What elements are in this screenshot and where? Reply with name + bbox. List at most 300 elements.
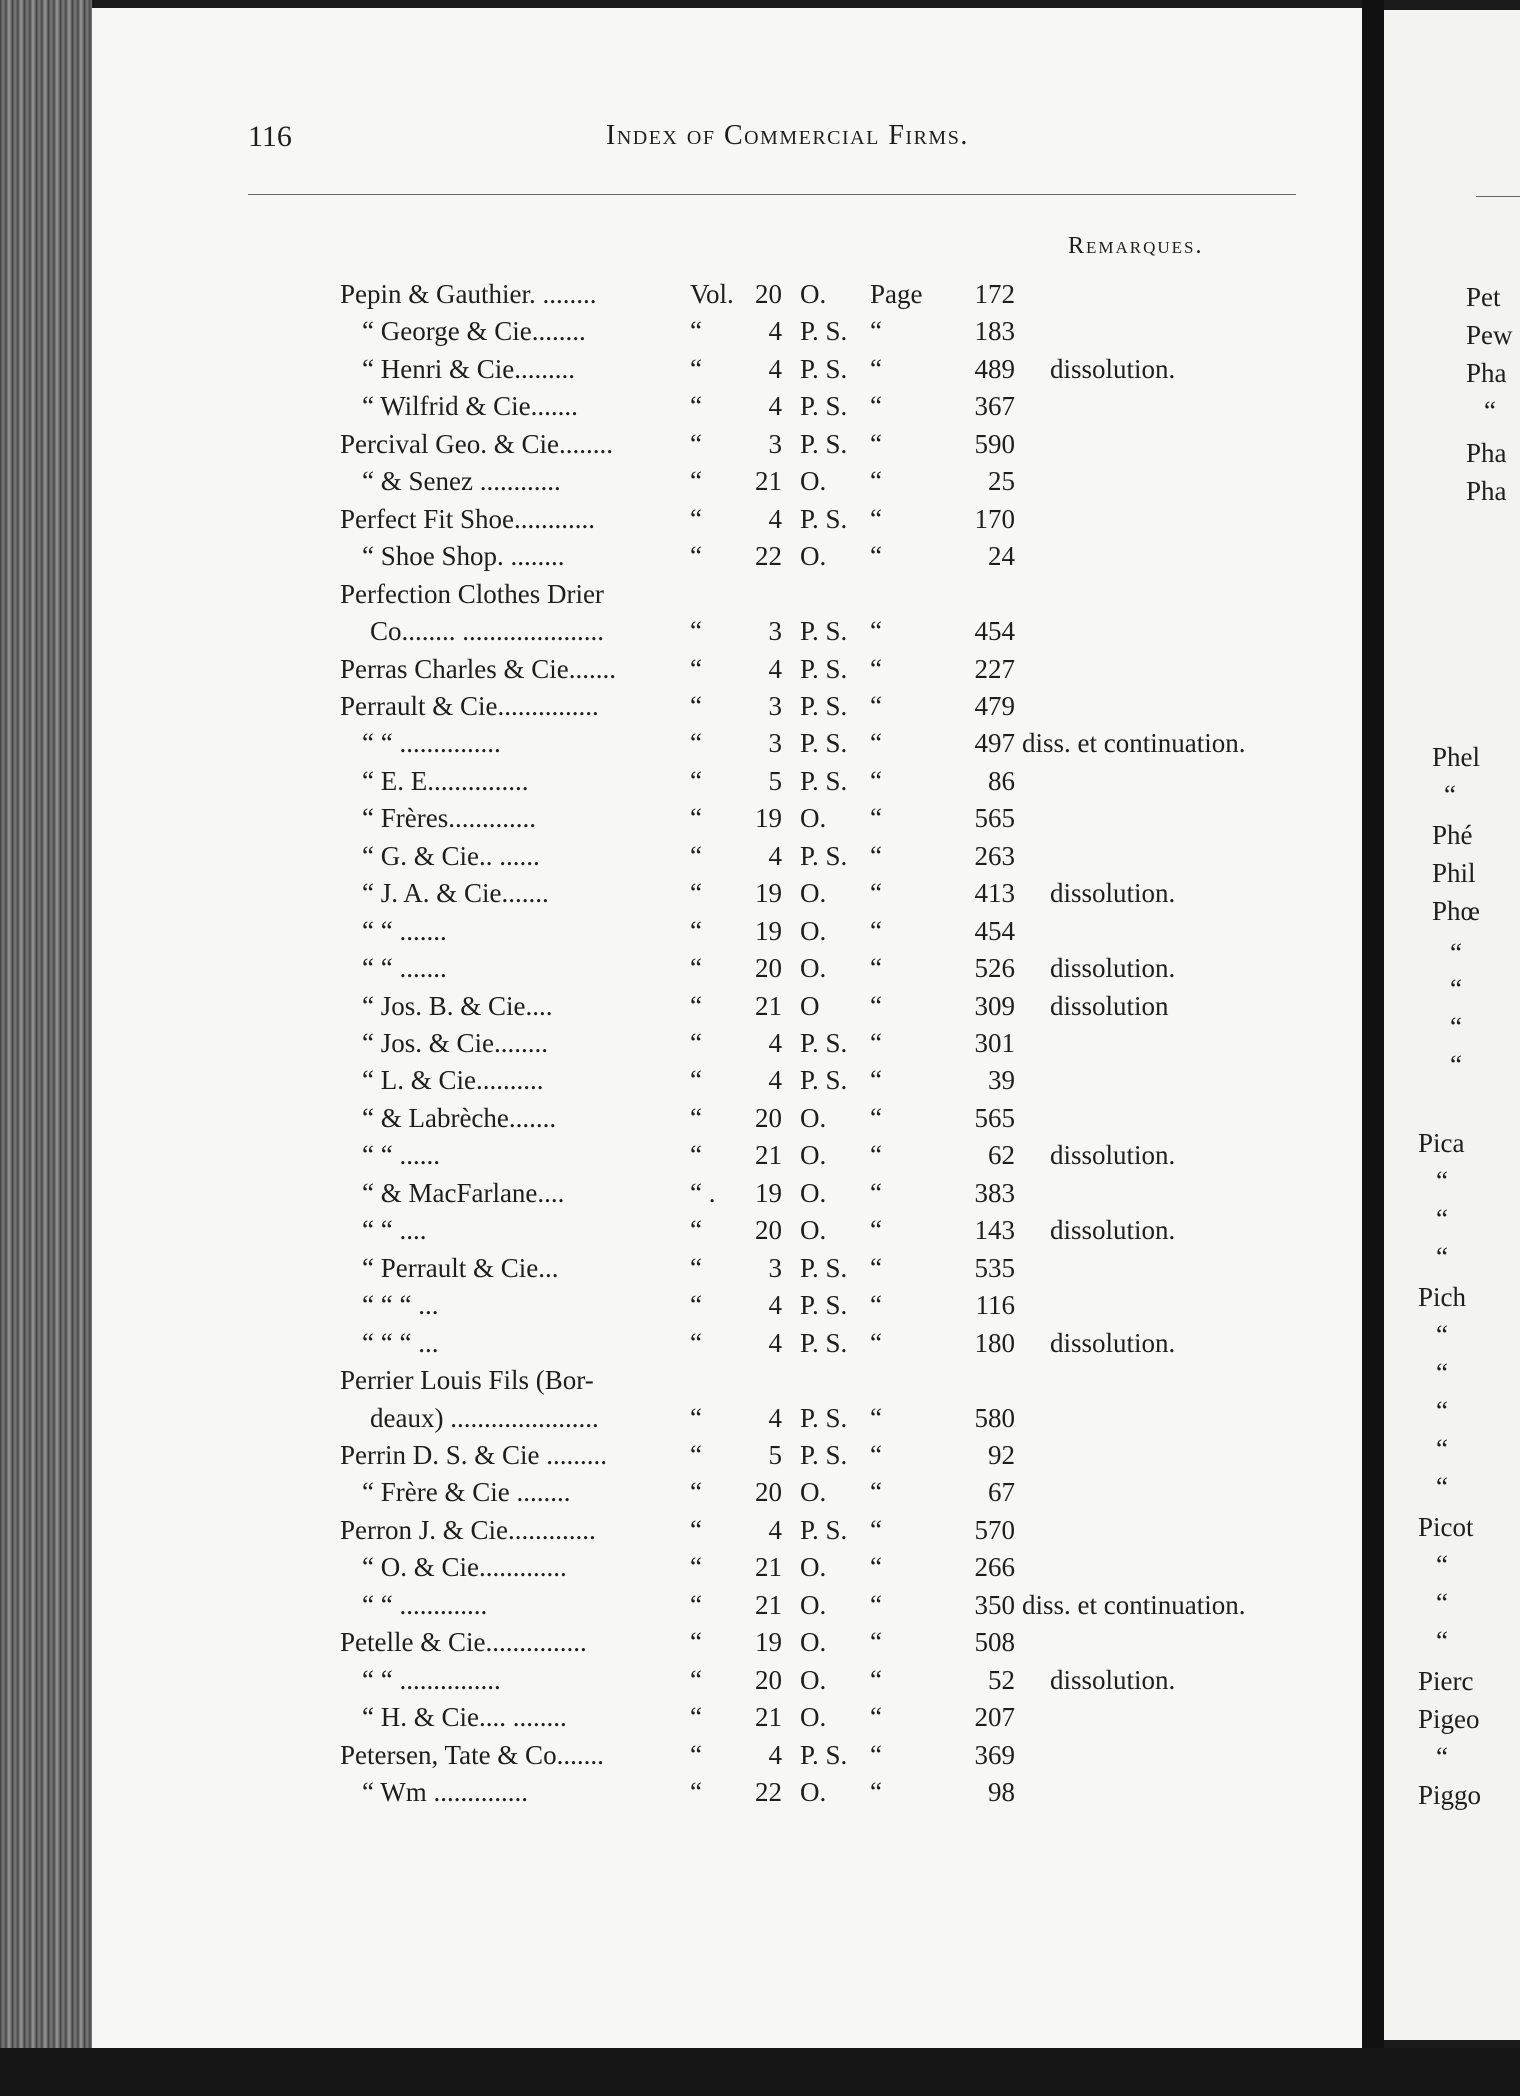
series-code: P. S. <box>800 428 848 459</box>
firm-name: Perron J. & Cie............. <box>340 1514 596 1545</box>
series-code: P. S. <box>800 1739 848 1770</box>
next-page-fragment: “ <box>1436 1242 1448 1272</box>
firm-name: Co........ ..................... <box>370 616 605 647</box>
volume-number: 3 <box>768 428 782 459</box>
next-page-fragment: Pierc <box>1418 1666 1474 1696</box>
page-label: “ <box>870 541 882 572</box>
next-page-fragment: “ <box>1444 780 1456 810</box>
index-entry <box>0 501 1300 537</box>
volume-label: “ <box>690 616 702 647</box>
firm-name: Petelle & Cie............... <box>340 1627 587 1658</box>
volume-label: Vol. <box>690 279 734 309</box>
volume-number: 3 <box>768 728 782 759</box>
next-page-fragment: “ <box>1436 1742 1448 1772</box>
page-number-ref: 479 <box>974 690 1015 721</box>
volume-number: 5 <box>768 1439 782 1470</box>
index-entry <box>0 1662 1300 1698</box>
volume-number: 20 <box>755 279 782 309</box>
series-code: P. S. <box>800 728 848 759</box>
firm-name: “ & Labrèche....... <box>362 1102 557 1133</box>
volume-number: 22 <box>755 1777 782 1807</box>
volume-label: “ <box>690 503 702 534</box>
page-label: “ <box>870 1327 882 1358</box>
page-label: “ <box>870 1589 882 1620</box>
series-code: P. S. <box>800 765 848 796</box>
page-number-ref: 67 <box>988 1477 1015 1508</box>
index-entry <box>0 688 1300 724</box>
page-number-ref: 454 <box>974 616 1015 647</box>
page-label: “ <box>870 1252 882 1283</box>
page-label: “ <box>870 990 882 1021</box>
firm-name: “ “ ....... <box>362 915 447 946</box>
volume-label: “ <box>690 915 702 946</box>
next-page-fragment: Phœ <box>1432 896 1481 926</box>
next-page-fragment: “ <box>1436 1320 1448 1350</box>
volume-label: “ <box>690 1102 702 1133</box>
volume-label: “ <box>690 1589 702 1620</box>
series-code: P. S. <box>800 1252 848 1283</box>
page-label: “ <box>870 878 882 909</box>
next-page-fragment: “ <box>1436 1358 1448 1388</box>
next-page-fragment: Pet <box>1466 282 1501 312</box>
firm-name: deaux) ...................... <box>370 1402 599 1433</box>
firm-name: Perfection Clothes Drier <box>340 578 604 609</box>
volume-number: 3 <box>768 1252 782 1283</box>
page-number-ref: 86 <box>988 765 1015 796</box>
firm-name: Perrin D. S. & Cie ......... <box>340 1439 607 1470</box>
volume-label: “ <box>690 990 702 1021</box>
series-code: P. S. <box>800 840 848 871</box>
series-code: O. <box>800 1589 827 1620</box>
series-code: O. <box>800 1102 827 1133</box>
volume-number: 21 <box>755 1140 782 1171</box>
volume-label: “ <box>690 953 702 984</box>
page-label: “ <box>870 1777 882 1807</box>
volume-label: “ <box>690 1739 702 1770</box>
next-page-fragment: “ <box>1436 1550 1448 1580</box>
series-code: P. S. <box>800 1514 848 1545</box>
remark-text: dissolution. <box>1050 1140 1176 1171</box>
remark-text: dissolution. <box>1050 953 1176 984</box>
firm-name: “ J. A. & Cie....... <box>362 878 549 909</box>
volume-label: “ <box>690 803 702 834</box>
volume-number: 19 <box>755 915 782 946</box>
firm-name: “ “ ............. <box>362 1589 488 1620</box>
series-code: P. S. <box>800 1439 848 1470</box>
volume-label: “ <box>690 653 702 684</box>
page-number-ref: 172 <box>974 279 1015 309</box>
series-code: O. <box>800 878 827 909</box>
index-entry <box>0 1362 1300 1398</box>
index-entry <box>0 1737 1300 1773</box>
series-code: P. S. <box>800 391 848 422</box>
page-label: “ <box>870 391 882 422</box>
next-page-fragment: “ <box>1450 1012 1462 1042</box>
index-entry <box>0 1250 1300 1286</box>
page-label: “ <box>870 1514 882 1545</box>
page-number-ref: 454 <box>974 915 1015 946</box>
page-label: “ <box>870 616 882 647</box>
index-entry <box>0 426 1300 462</box>
page-label: “ <box>870 353 882 384</box>
index-entry <box>0 388 1300 424</box>
firm-name: “ L. & Cie.......... <box>362 1065 544 1096</box>
page-number-ref: 309 <box>974 990 1015 1021</box>
firm-name: “ “ “ ... <box>362 1327 439 1358</box>
page-title: Index of Commercial Firms. <box>606 120 969 151</box>
page-label: “ <box>870 1177 882 1208</box>
volume-number: 19 <box>755 1627 782 1658</box>
index-entry <box>0 1549 1300 1585</box>
volume-number: 4 <box>768 1514 782 1545</box>
page-label: “ <box>870 1102 882 1133</box>
firm-name: “ G. & Cie.. ...... <box>362 840 540 871</box>
index-entry <box>0 613 1300 649</box>
remark-text: dissolution. <box>1050 353 1176 384</box>
page-label: “ <box>870 316 882 347</box>
page-number: 116 <box>248 120 292 153</box>
firm-name: “ “ ....... <box>362 953 447 984</box>
next-page-fragment: “ <box>1436 1472 1448 1502</box>
series-code: P. S. <box>800 1290 848 1321</box>
index-entry <box>0 1699 1300 1735</box>
next-page-fragment: “ <box>1450 1050 1462 1080</box>
index-entry <box>0 1774 1300 1810</box>
page-number-ref: 207 <box>974 1702 1015 1733</box>
volume-label: “ <box>690 1215 702 1246</box>
firm-name: “ Frère & Cie ........ <box>362 1477 571 1508</box>
next-page-fragment: “ <box>1436 1434 1448 1464</box>
index-entry <box>0 276 1300 312</box>
next-page-fragment: Picot <box>1418 1512 1474 1542</box>
volume-label: “ <box>690 1664 702 1695</box>
series-code: O. <box>800 1215 827 1246</box>
page-number-ref: 170 <box>974 503 1015 534</box>
volume-label: “ <box>690 728 702 759</box>
page-number-ref: 180 <box>974 1327 1015 1358</box>
page-label: “ <box>870 1627 882 1658</box>
page-label: “ <box>870 1477 882 1508</box>
volume-label: “ <box>690 1627 702 1658</box>
page-number-ref: 508 <box>974 1627 1015 1658</box>
next-page-fragment: Pha <box>1466 476 1507 506</box>
page-label: “ <box>870 915 882 946</box>
next-page-fragment: Phil <box>1432 858 1476 888</box>
index-entry <box>0 1474 1300 1510</box>
page-number-ref: 143 <box>974 1215 1015 1246</box>
index-entry <box>0 1437 1300 1473</box>
page-number-ref: 526 <box>974 953 1015 984</box>
index-entry <box>0 351 1300 387</box>
page-number-ref: 24 <box>988 541 1015 572</box>
series-code: O. <box>800 1664 827 1695</box>
series-code: P. S. <box>800 353 848 384</box>
index-entry <box>0 463 1300 499</box>
page-number-ref: 383 <box>974 1177 1015 1208</box>
next-page-fragment: Pha <box>1466 358 1507 388</box>
page-number-ref: 413 <box>974 878 1015 909</box>
page-number-ref: 367 <box>974 391 1015 422</box>
series-code: P. S. <box>800 616 848 647</box>
series-code: O. <box>800 803 827 834</box>
volume-number: 3 <box>768 616 782 647</box>
volume-number: 4 <box>768 1065 782 1096</box>
series-code: P. S. <box>800 503 848 534</box>
page-label: “ <box>870 653 882 684</box>
page-number-ref: 116 <box>975 1290 1015 1321</box>
page-label: “ <box>870 953 882 984</box>
index-entry <box>0 838 1300 874</box>
series-code: O. <box>800 1477 827 1508</box>
index-entry <box>0 313 1300 349</box>
page-number-ref: 62 <box>988 1140 1015 1171</box>
page-label: “ <box>870 1702 882 1733</box>
firm-name: “ O. & Cie............. <box>362 1552 567 1583</box>
volume-label: “ <box>690 1777 702 1807</box>
volume-number: 20 <box>755 1664 782 1695</box>
index-entry <box>0 763 1300 799</box>
firm-name: “ Frères............. <box>362 803 536 834</box>
remark-text: dissolution <box>1050 990 1169 1021</box>
volume-number: 4 <box>768 1290 782 1321</box>
volume-label: “ <box>690 1140 702 1171</box>
page-label: “ <box>870 1028 882 1058</box>
page-label: “ <box>870 1290 882 1321</box>
next-page-fragment: Pha <box>1466 438 1507 468</box>
firm-name: “ Jos. & Cie........ <box>362 1028 548 1058</box>
volume-number: 5 <box>768 765 782 796</box>
firm-name: Petersen, Tate & Co....... <box>340 1739 604 1770</box>
volume-label: “ <box>690 428 702 459</box>
page-label: “ <box>870 690 882 721</box>
remark-text: diss. et continuation. <box>1022 728 1246 759</box>
remarks-heading: Remarques. <box>1068 233 1204 259</box>
index-entry <box>0 651 1300 687</box>
series-code: O. <box>800 953 827 984</box>
next-page-fragment: Piggo <box>1418 1780 1482 1810</box>
series-code: O. <box>800 279 827 309</box>
series-code: O. <box>800 1777 827 1807</box>
next-page-fragment: Phé <box>1432 820 1473 850</box>
page-number-ref: 580 <box>974 1402 1015 1433</box>
page-label: Page <box>870 279 923 309</box>
volume-number: 22 <box>755 541 782 572</box>
index-entry <box>0 1587 1300 1623</box>
page-label: “ <box>870 1402 882 1433</box>
series-code: O. <box>800 1627 827 1658</box>
page-label: “ <box>870 728 882 759</box>
series-code: P. S. <box>800 1065 848 1096</box>
volume-number: 20 <box>755 953 782 984</box>
firm-name: “ & MacFarlane.... <box>362 1177 565 1208</box>
index-entry <box>0 1512 1300 1548</box>
volume-number: 21 <box>755 1589 782 1620</box>
page-number-ref: 565 <box>974 1102 1015 1133</box>
page-number-ref: 369 <box>974 1739 1015 1770</box>
page-number-ref: 52 <box>988 1664 1015 1695</box>
firm-name: Pepin & Gauthier. ........ <box>340 279 597 309</box>
volume-number: 4 <box>768 653 782 684</box>
volume-label: “ <box>690 1402 702 1433</box>
index-entry <box>0 576 1300 612</box>
remark-text: dissolution. <box>1050 1327 1176 1358</box>
series-code: P. S. <box>800 1028 848 1058</box>
next-page-fragment: “ <box>1436 1396 1448 1426</box>
volume-label: “ <box>690 1477 702 1508</box>
volume-number: 21 <box>755 1702 782 1733</box>
volume-label: “ <box>690 316 702 347</box>
volume-number: 4 <box>768 1402 782 1433</box>
firm-name: “ H. & Cie.... ........ <box>362 1702 567 1733</box>
volume-label: “ <box>690 1252 702 1283</box>
page-number-ref: 183 <box>974 316 1015 347</box>
firm-name: Perrault & Cie............... <box>340 690 599 721</box>
next-page-fragment: “ <box>1450 938 1462 968</box>
remark-text: diss. et continuation. <box>1022 1589 1246 1620</box>
page-label: “ <box>870 1065 882 1096</box>
firm-name: “ “ ...... <box>362 1140 440 1171</box>
firm-name: Percival Geo. & Cie........ <box>340 428 613 459</box>
index-entry <box>0 1100 1300 1136</box>
series-code: P. S. <box>800 1402 848 1433</box>
page-label: “ <box>870 1140 882 1171</box>
firm-name: “ “ “ ... <box>362 1290 439 1321</box>
firm-name: “ & Senez ............ <box>362 466 561 497</box>
index-entry <box>0 1175 1300 1211</box>
index-entry <box>0 1325 1300 1361</box>
page-label: “ <box>870 803 882 834</box>
firm-name: “ Perrault & Cie... <box>362 1252 559 1283</box>
series-code: O. <box>800 915 827 946</box>
page-number-ref: 25 <box>988 466 1015 497</box>
volume-number: 21 <box>755 990 782 1021</box>
series-code: O. <box>800 466 827 497</box>
remark-text: dissolution. <box>1050 878 1176 909</box>
index-entry <box>0 538 1300 574</box>
index-entry <box>0 1287 1300 1323</box>
volume-number: 4 <box>768 1327 782 1358</box>
firm-name: Perfect Fit Shoe............ <box>340 503 595 534</box>
firm-name: Perrier Louis Fils (Bor- <box>340 1365 594 1396</box>
volume-label: “ <box>690 1552 702 1583</box>
volume-number: 20 <box>755 1477 782 1508</box>
page-number-ref: 350 <box>974 1589 1015 1620</box>
remark-text: dissolution. <box>1050 1664 1176 1695</box>
page-label: “ <box>870 765 882 796</box>
series-code: O. <box>800 1702 827 1733</box>
volume-number: 4 <box>768 391 782 422</box>
firm-name: “ Wilfrid & Cie....... <box>362 391 578 422</box>
firm-name: “ George & Cie........ <box>362 316 586 347</box>
index-entry <box>0 1212 1300 1248</box>
page-number-ref: 92 <box>988 1439 1015 1470</box>
series-code: P. S. <box>800 653 848 684</box>
volume-number: 19 <box>755 1177 782 1208</box>
index-entry <box>0 875 1300 911</box>
page-number-ref: 98 <box>988 1777 1015 1807</box>
next-page-fragment: “ <box>1484 396 1496 426</box>
index-entry <box>0 1624 1300 1660</box>
series-code: P. S. <box>800 1327 848 1358</box>
firm-name: “ “ ............... <box>362 1664 501 1695</box>
series-code: P. S. <box>800 690 848 721</box>
volume-label: “ <box>690 1290 702 1321</box>
index-entry <box>0 1137 1300 1173</box>
series-code: O. <box>800 541 827 572</box>
volume-label: “ <box>690 391 702 422</box>
series-code: O. <box>800 1552 827 1583</box>
index-entry <box>0 1400 1300 1436</box>
next-page-fragment: “ <box>1436 1626 1448 1656</box>
volume-number: 3 <box>768 690 782 721</box>
volume-label: “ <box>690 466 702 497</box>
volume-number: 4 <box>768 840 782 871</box>
volume-label: “ <box>690 1327 702 1358</box>
index-entry <box>0 725 1300 761</box>
page-label: “ <box>870 1552 882 1583</box>
page-label: “ <box>870 840 882 871</box>
series-code: O. <box>800 1140 827 1171</box>
page-number-ref: 535 <box>974 1252 1015 1283</box>
series-code: O <box>800 990 820 1021</box>
volume-label: “ <box>690 1702 702 1733</box>
firm-name: “ Wm .............. <box>362 1777 528 1807</box>
next-page-fragment: Pew <box>1466 320 1513 350</box>
next-page-fragment: Pica <box>1418 1128 1465 1158</box>
next-page-fragment: Pigeo <box>1418 1704 1480 1734</box>
page-label: “ <box>870 503 882 534</box>
firm-name: “ “ .... <box>362 1215 427 1246</box>
page-number-ref: 301 <box>974 1028 1015 1058</box>
volume-label: “ <box>690 690 702 721</box>
firm-name: “ Shoe Shop. ........ <box>362 541 565 572</box>
volume-number: 4 <box>768 316 782 347</box>
page-label: “ <box>870 1739 882 1770</box>
volume-number: 4 <box>768 1739 782 1770</box>
firm-name: Perras Charles & Cie....... <box>340 653 616 684</box>
page-number-ref: 489 <box>974 353 1015 384</box>
volume-label: “ <box>690 878 702 909</box>
page-number-ref: 497 <box>974 728 1015 759</box>
index-entry <box>0 913 1300 949</box>
volume-label: “ <box>690 1065 702 1096</box>
page-number-ref: 570 <box>974 1514 1015 1545</box>
next-page-fragment: “ <box>1450 974 1462 1004</box>
page-label: “ <box>870 1664 882 1695</box>
index-entry <box>0 988 1300 1024</box>
index-entry <box>0 1062 1300 1098</box>
page-label: “ <box>870 466 882 497</box>
volume-label: “ <box>690 541 702 572</box>
volume-number: 19 <box>755 878 782 909</box>
page-label: “ <box>870 1215 882 1246</box>
volume-number: 21 <box>755 1552 782 1583</box>
index-entry <box>0 800 1300 836</box>
firm-name: “ E. E............... <box>362 765 529 796</box>
volume-number: 19 <box>755 803 782 834</box>
page-number-ref: 227 <box>974 653 1015 684</box>
series-code: P. S. <box>800 316 848 347</box>
page-number-ref: 590 <box>974 428 1015 459</box>
next-page-fragment: “ <box>1436 1166 1448 1196</box>
remark-text: dissolution. <box>1050 1215 1176 1246</box>
volume-number: 4 <box>768 1028 782 1058</box>
index-entry <box>0 950 1300 986</box>
volume-label: “ . <box>690 1177 716 1208</box>
index-entry <box>0 1025 1300 1061</box>
volume-label: “ <box>690 1514 702 1545</box>
page-label: “ <box>870 1439 882 1470</box>
